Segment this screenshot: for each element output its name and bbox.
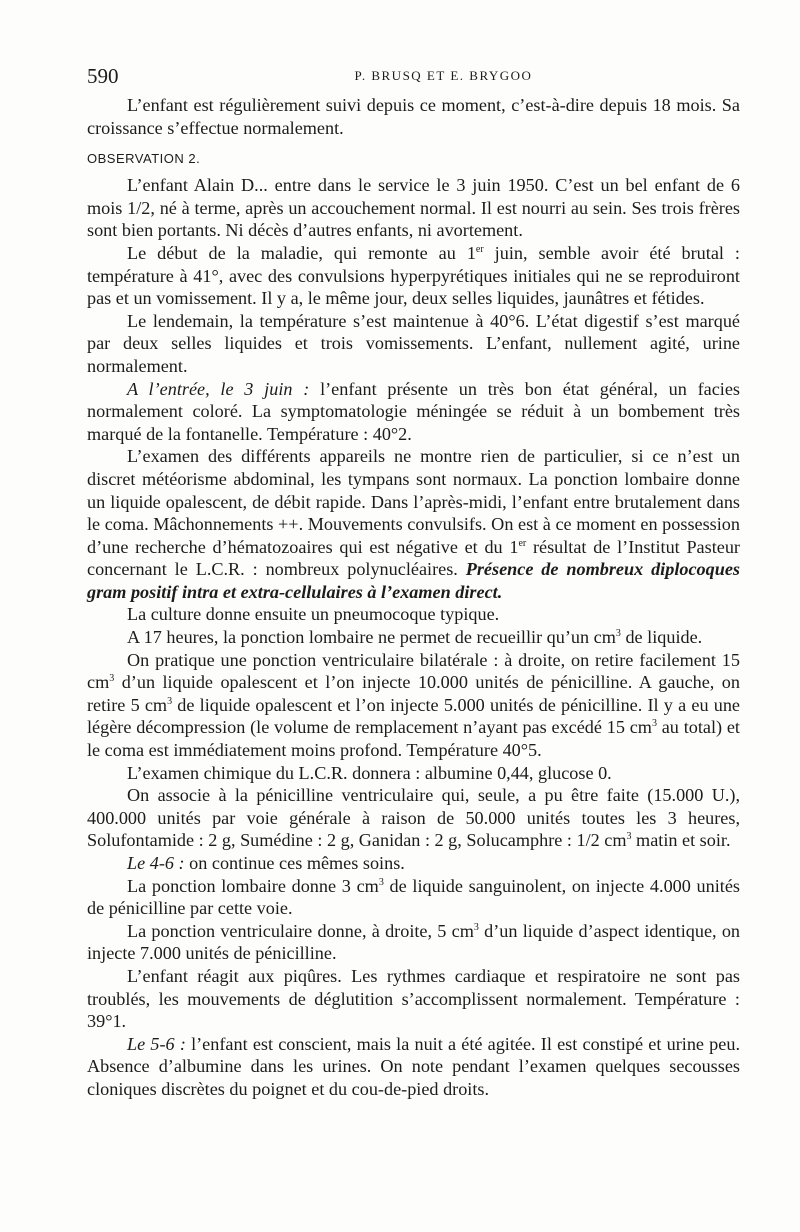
intro-paragraph: L’enfant est régulièrement suivi depuis ce moment, c’est-à-dire depuis 18 mois. Sa croissance s’effectue normalement.: [87, 95, 740, 138]
date-lead: Le 4-6 :: [127, 853, 185, 873]
paragraph-ventricular-puncture: On pratique une ponction ventriculaire bilatérale : à droite, on retire facilement 15 $cm^3$ d’un liquide opalescent et l’on injecte 10.000 unités de pénicilline. A gauche, on retire 5 $cm^3$ de liquide opalescent et l’on injecte 5.000 unités de pénicilline. Il y a eu une légère décompression (le volume de remplacement n’ayant pas excédé 15 $cm^3$ au total) et le coma est immédiatement moins profond. Température 40°5.: [87, 649, 740, 761]
paragraph-next-day: Le lendemain, la température s’est maintenue à 40°6. L’état digestif s’est marqué par deux selles liquides et trois vomissements. L’enfant, nullement agité, urine normalement.: [87, 310, 740, 376]
page-number: 590: [87, 64, 119, 88]
date-lead: Le 5-6 :: [127, 1033, 186, 1054]
paragraph-lumbar-puncture: A 17 heures, la ponction lombaire ne permet de recueillir qu’un $cm^3$ de liquide.: [127, 627, 703, 648]
paragraph-examination: L’examen des différents appareils ne montre rien de particulier, si ce n’est un discret météorisme abdominal, les tympans sont normaux. La ponction lombaire donne un liquide opalescent, de débit rapide. Dans l’après-midi, l’enfant entre brutalement dans le coma. Mâchonnements ++. Mouvements convulsifs. On est à ce moment en possession d’une recherche d’hématozoaires qui est négative et du 1er résultat de l’Institut Pasteur concernant le L.C.R. : nombreux polynucléaires. Présence de nombreux diplocoques gram positif intra et extra-cellulaires à l’examen direct.: [87, 446, 741, 602]
paragraph-onset: Le début de la maladie, qui remonte au 1er juin, semble avoir été brutal : température à 41°, avec des convulsions hyperpyrétiques initiales qui ne se reproduiront pas et un vomissement. Il y a, le même jour, deux selles liquides, jaunâtres et fétides.: [87, 242, 740, 309]
paragraph-ventricular-right: La ponction ventriculaire donne, à droite, 5 $cm^3$ d’un liquide d’aspect identique, on injecte 7.000 unités de pénicilline.: [87, 920, 741, 964]
running-head: P. BRUSQ ET E. BRYGOO: [354, 68, 533, 83]
date-lead: A l’entrée, le 3 juin :: [127, 378, 310, 399]
paragraph-entry: A l’entrée, le 3 juin : l’enfant présente un très bon état général, un facies normalement coloré. La symptomatologie méningée se réduit à un bombement très marqué de la fontanelle. Température : 40°2.: [87, 378, 740, 444]
section-heading: OBSERVATION 2.: [87, 151, 201, 167]
page-header: [87, 58, 740, 94]
paragraph-lumbar-blood: La ponction lombaire donne 3 $cm^3$ de liquide sanguinolent, on injecte 4.000 unités de pénicilline par cette voie.: [87, 875, 741, 919]
paragraph-treatment: On associe à la pénicilline ventriculaire qui, seule, a pu être faite (15.000 U.), 400.000 unités par voie générale à raison de 50.000 unités toutes les 3 heures, Solufontamide : 2 g, Sumédine : 2 g, Ganidan : 2 g, Solucamphre : 1/2 $cm^3$ matin et soir.: [87, 785, 740, 851]
paragraph-day-5: Le 5-6 : l’enfant est conscient, mais la nuit a été agitée. Il est constipé et urine peu. Absence d’albumine dans les urines. On note pendant l’examen quelques secousses cloniques discrètes du poignet et du cou-de-pied droits.: [87, 1033, 740, 1099]
paragraph-admission: L’enfant Alain D... entre dans le service le 3 juin 1950. C’est un bel enfant de 6 mois 1/2, né à terme, après un accouchement normal. Il est nourri au sein. Ses trois frères sont bien portants. Ni décès d’autres enfants, ni avortement.: [87, 175, 740, 241]
paragraph-chemistry: L’examen chimique du L.C.R. donnera : albumine 0,44, glucose 0.: [127, 762, 612, 783]
paragraph-culture: La culture donne ensuite un pneumocoque typique.: [127, 604, 500, 625]
paragraph-reactions: L’enfant réagit aux piqûres. Les rythmes cardiaque et respiratoire ne sont pas troublés, les mouvements de déglutition s’accomplissent normalement. Température : 39°1.: [87, 965, 740, 1032]
emphasized-finding: Présence de nombreux diplocoques gram positif intra et extra-cellulaires à l’examen direct.: [87, 559, 741, 602]
paragraph-day-4: Le 4-6 : on continue ces mêmes soins.: [127, 853, 405, 873]
